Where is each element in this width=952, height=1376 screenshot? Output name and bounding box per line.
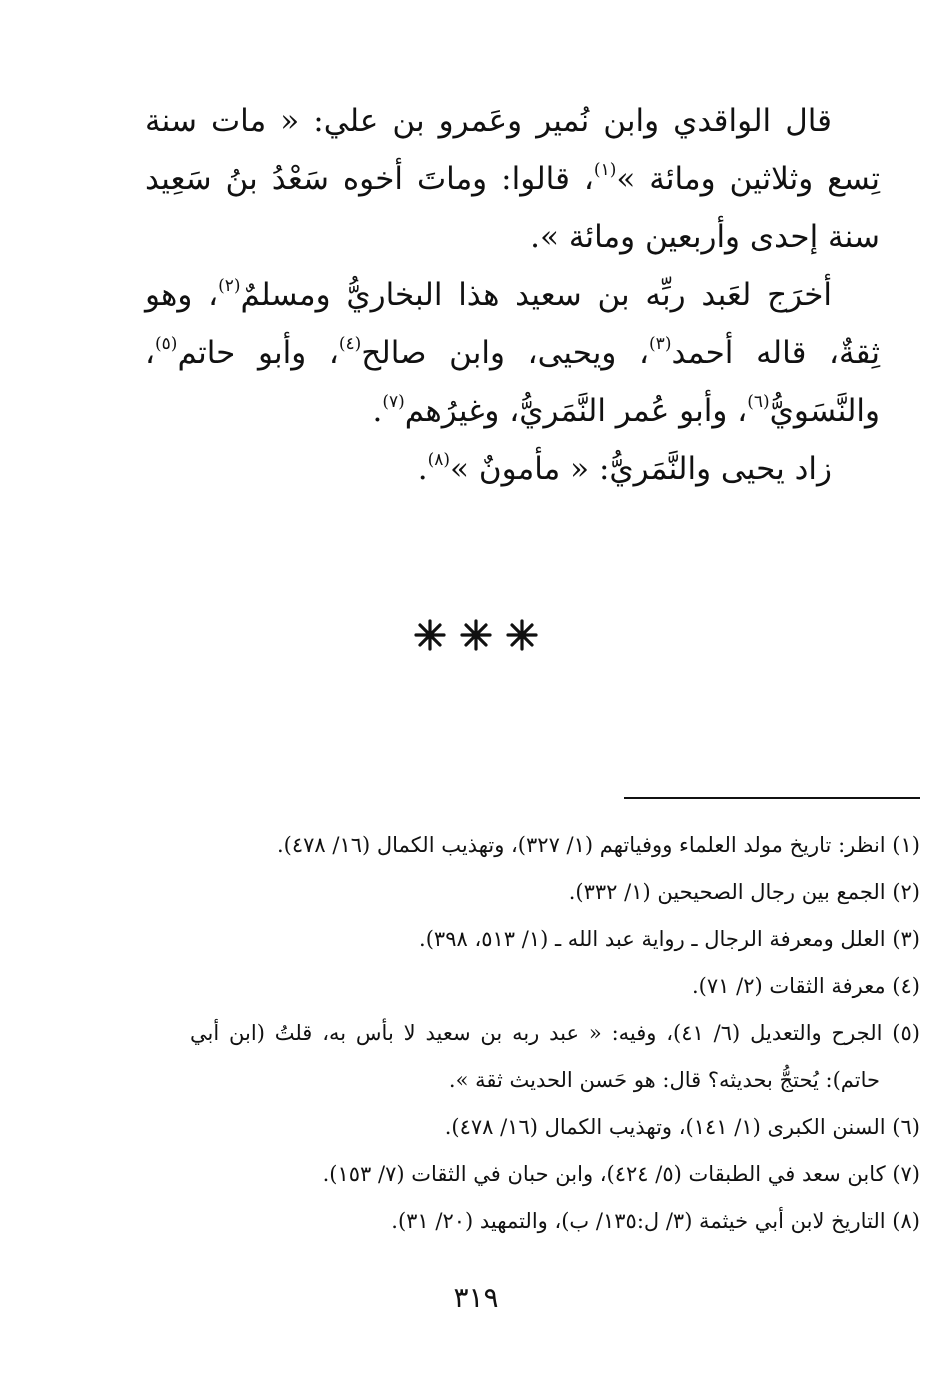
asterism-star-icon: [414, 619, 446, 651]
text-run: .: [372, 393, 383, 429]
paragraph-3: [145, 440, 880, 498]
footnote-ref: (٧): [382, 392, 405, 412]
footnote-divider: [624, 797, 920, 799]
text-run: ، ويحيى، وابن صالح: [361, 335, 650, 371]
footnote-ref: (١): [593, 160, 617, 180]
text-run: ، والنَّسَويُّ: [145, 335, 880, 429]
text-run: .: [417, 451, 428, 487]
paragraph-1: [145, 92, 880, 266]
footnote-7: (٧) كابن سعد في الطبقات (٥/ ٤٢٤)، وابن حبان في الثقات (٧/ ١٥٣).: [322, 1162, 920, 1186]
footnote-ref: (٥): [155, 334, 178, 354]
text-run: ، وهو ثِقةٌ، قاله أحمد: [145, 277, 880, 371]
text-run: زاد يحيى والنَّمَريُّ: « مأمونٌ »: [450, 451, 832, 487]
footnote-5: (٥) الجرح والتعديل (٦/ ٤١)، وفيه: « عبد ربه بن سعيد لا بأس به، قلتُ (ابن أبي حاتم): يُحتجُّ بحديثه؟ قال: هو حَسن الحديث ثقة ».: [190, 1021, 920, 1092]
text-run: ، وأبو عُمر النَّمَريُّ، وغيرُهم: [404, 393, 748, 429]
footnote-ref: (٦): [747, 392, 770, 412]
asterism-star-icon: [506, 619, 538, 651]
text-run: ، وأبو حاتم: [177, 335, 339, 371]
footnote-4: (٤) معرفة الثقات (٢/ ٧١).: [691, 974, 920, 998]
footnote-ref: (٢): [218, 276, 241, 296]
page-number: ٣١٩: [453, 1281, 499, 1314]
paragraph-2: [145, 266, 880, 440]
section-separator: [0, 610, 952, 660]
text-run: قال الواقدي وابن نُمير وعَمرو بن علي: « مات سنة تِسع وثلاثين ومائة »: [145, 103, 880, 197]
footnotes: [190, 822, 920, 1245]
asterism-star-icon: [460, 619, 492, 651]
footnote-ref: (٤): [338, 334, 362, 354]
main-text: [145, 92, 880, 498]
footnote-3: (٣) العلل ومعرفة الرجال ـ رواية عبد الله ـ (١/ ٥١٣، ٣٩٨).: [419, 927, 920, 951]
footnote-6: (٦) السنن الكبرى (١/ ١٤١)، وتهذيب الكمال (١٦/ ٤٧٨).: [444, 1115, 920, 1139]
footnote-2: (٢) الجمع بين رجال الصحيحين (١/ ٣٣٢).: [568, 880, 920, 904]
footnote-ref: (٨): [427, 450, 451, 470]
text-run: أخرَج لعَبد ربِّه بن سعيد هذا البخاريُّ ومسلمٌ: [240, 277, 832, 313]
footnote-8: (٨) التاريخ لابن أبي خيثمة (٣/ ل:١٣٥/ ب)، والتمهيد (٢٠/ ٣١).: [391, 1209, 920, 1233]
text-run: ، قالوا: وماتَ أخوه سَعْدُ بنُ سَعِيد سنة إحدى وأربعين ومائة ».: [145, 161, 880, 255]
footnote-1: (١) انظر: تاريخ مولد العلماء ووفياتهم (١/ ٣٢٧)، وتهذيب الكمال (١٦/ ٤٧٨).: [276, 833, 920, 857]
footnote-ref: (٣): [649, 334, 672, 354]
